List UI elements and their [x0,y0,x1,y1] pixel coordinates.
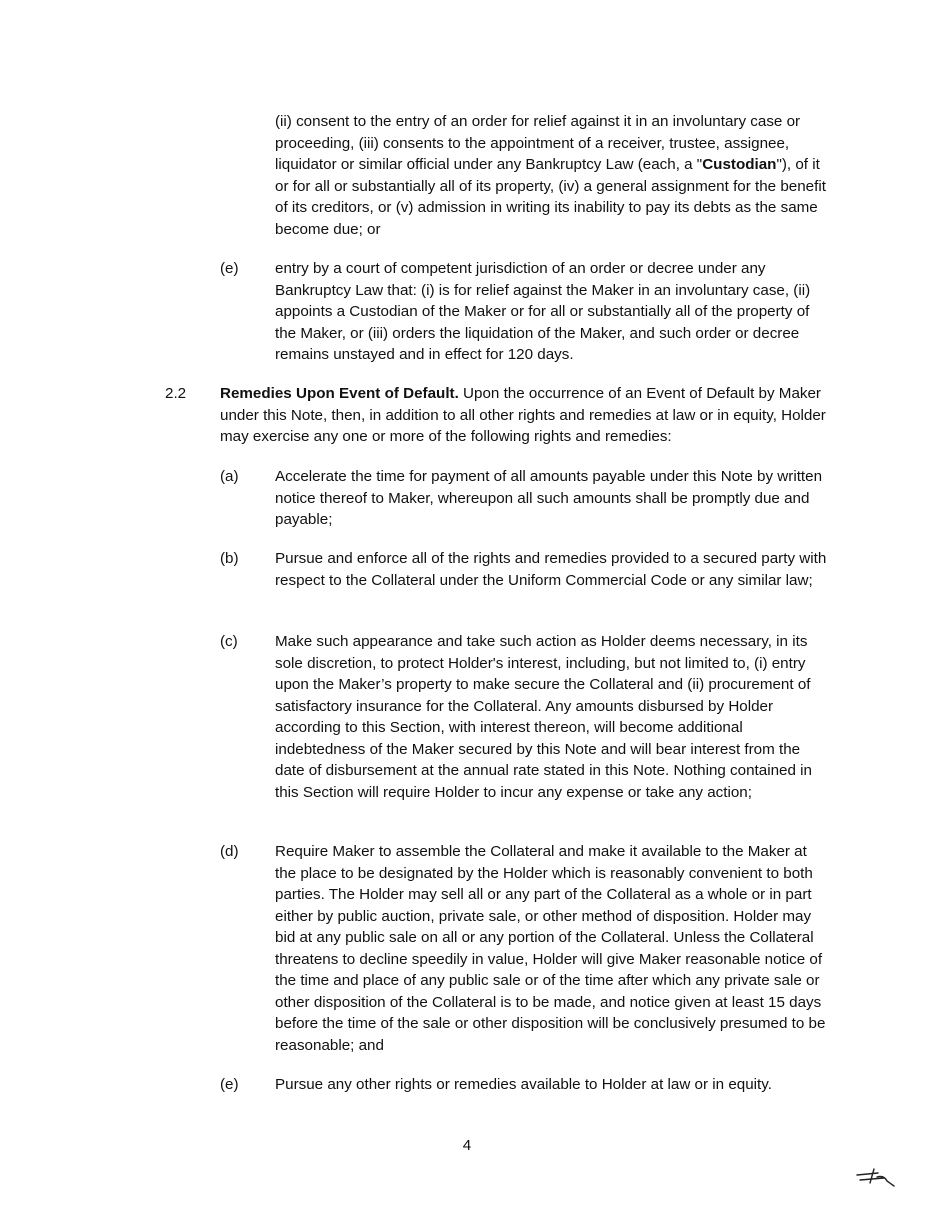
section-2-2-paragraph: Remedies Upon Event of Default. Upon the occurrence of an Event of Default by Maker under this Note, then, in addition to all other rights and remedies at law or in equity, Holder may exercise any one or more of the following rights and remedies: [220,385,826,445]
remedy-text-b: Pursue and enforce all of the rights and remedies provided to a secured party with respect to the Collateral under the Uniform Commercial Code or any similar law; [275,550,827,589]
remedy-label-d: (d) [220,843,239,860]
page-number: 4 [462,1137,472,1154]
item-e-label: (e) [220,260,239,277]
section-number: 2.2 [165,385,187,402]
remedy-label-e: (e) [220,1076,239,1093]
continuation-paragraph: (ii) consent to the entry of an order for relief against it in an involuntary case or proceeding, (iii) consents to the appointment of a receiver, trustee, assignee, liquidator or similar official under any Bankruptcy Law (each, a "Custodian"), of it or for all or substantially all of its property, (iv) a general assignment for the benefit of its creditors, or (v) admission in writing its inability to pay its debts as the same become due; or [275,113,826,238]
custodian-term: Custodian [702,156,777,173]
remedy-text-d: Require Maker to assemble the Collateral and make it available to the Maker at the place to be designated by the Holder which is reasonably convenient to both parties. The Holder may sell all or any part of the Collateral as a whole or in part either by public auction, private sale, or other method of disposition. Holder may bid at any public sale on all or any portion of the Collateral. Unless the Collateral threatens to decline speedily in value, Holder will give Maker reasonable notice of the time and place of any public sale or of the time after which any private sale or other disposition of the Collateral is to be made, and notice given at least 15 days before the time of the sale or other disposition will be conclusively presumed to be reasonable; and [275,843,826,1054]
handwritten-initials-icon [854,1163,898,1189]
remedy-label-c: (c) [220,633,238,650]
section-heading: Remedies Upon Event of Default. [220,385,459,402]
remedy-text-c: Make such appearance and take such action as Holder deems necessary, in its sole discretion, to protect Holder's interest, including, but not limited to, (i) entry upon the Maker’s property to make secure the Collateral and (ii) procurement of satisfactory insurance for the Collateral. Any amounts disbursed by Holder according to this Section, with interest thereon, will become additional indebtedness of the Maker secured by this Note and will bear interest from the date of disbursement at the annual rate stated in this Note. Nothing contained in this Section will require Holder to incur any expense or take any action; [275,633,812,801]
remedy-text-a: Accelerate the time for payment of all amounts payable under this Note by written notice thereof to Maker, whereupon all such amounts shall be promptly due and payable; [275,468,823,528]
remedy-label-b: (b) [220,550,239,567]
remedy-label-a: (a) [220,468,239,485]
remedy-text-e: Pursue any other rights or remedies available to Holder at law or in equity. [275,1076,772,1093]
item-e-text: entry by a court of competent jurisdiction of an order or decree under any Bankruptcy Law that: (i) is for relief against the Maker in an involuntary case, (ii) appoints a Custodian of the Maker or for all or substantially all of the property of the Maker, or (iii) orders the liquidation of the Maker, and such order or decree remains unstayed and in effect for 120 days. [275,260,811,363]
